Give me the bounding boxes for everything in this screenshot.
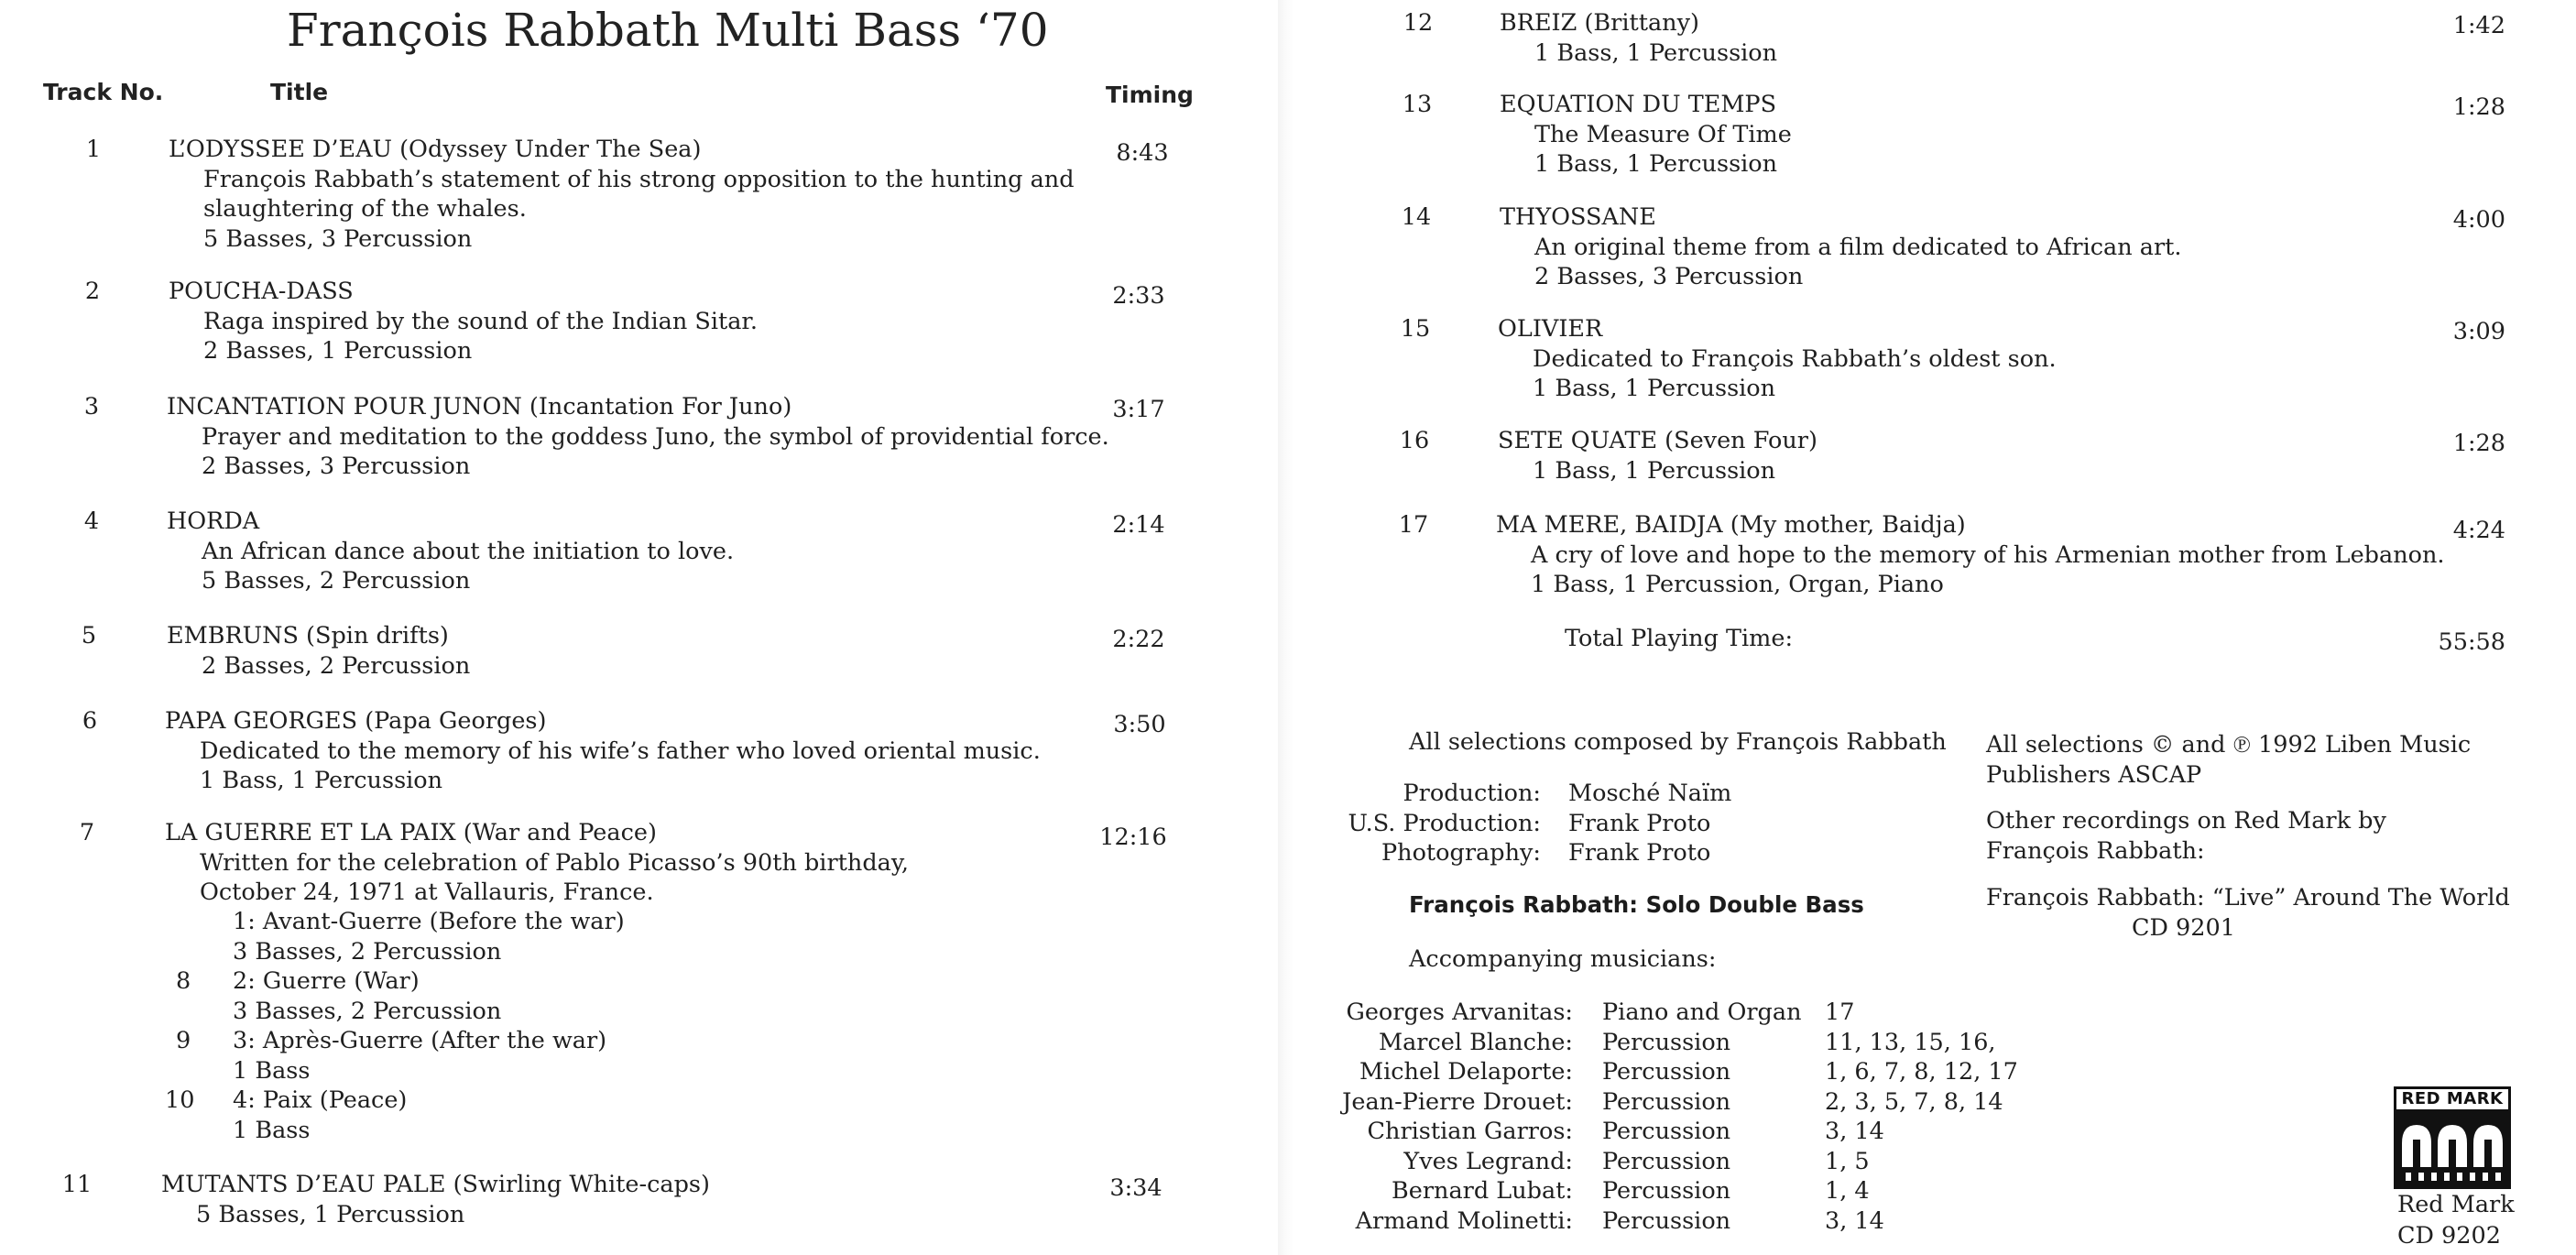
track-title: BREIZ (Brittany)	[1500, 9, 1699, 37]
track-block	[169, 135, 1075, 254]
track-number: 7	[79, 819, 95, 846]
musician-name: Yves Legrand:	[1403, 1147, 1573, 1175]
track-desc-line: An African dance about the initiation to love.	[202, 537, 735, 565]
track-desc-line: 1 Bass, 1 Percussion	[1533, 375, 1776, 402]
part-number: 9	[176, 1027, 191, 1054]
musician-instrument: Percussion	[1602, 1206, 1731, 1235]
production-credits	[1347, 779, 1731, 868]
track-number: 5	[81, 622, 97, 649]
part-number: 10	[165, 1086, 195, 1114]
track-title: INCANTATION POUR JUNON (Incantation For Juno)	[167, 393, 792, 420]
musician-name: Christian Garros:	[1367, 1118, 1573, 1145]
track-title: SETE QUATE (Seven Four)	[1498, 427, 1817, 454]
track-number: 2	[84, 278, 101, 305]
red-mark-logo	[2394, 1086, 2511, 1189]
other-recording-title: François Rabbath: “Live” Around The World	[1986, 884, 2510, 911]
track-time: 3:50	[1113, 711, 1166, 738]
track-number: 17	[1398, 511, 1429, 539]
track-desc-line: 1 Bass, 1 Percussion	[200, 767, 443, 794]
track-desc-line: 5 Basses, 2 Percussion	[202, 567, 471, 595]
musician-tracks: 11, 13, 15, 16,	[1825, 1028, 1996, 1056]
other-recordings	[1986, 806, 2386, 866]
track-desc-line: 2 Basses, 3 Percussion	[202, 453, 471, 480]
part-text: 3: Après-Guerre (After the war)	[233, 1027, 607, 1054]
musician-instrument: Percussion	[1602, 1177, 1731, 1205]
catalog-number: CD 9202	[2397, 1222, 2501, 1250]
part-text: 1: Avant-Guerre (Before the war)	[233, 908, 625, 935]
copyright-line: All selections © and ℗ 1992 Liben Music	[1986, 731, 2472, 758]
total-playing-time-label: Total Playing Time:	[1565, 625, 1794, 652]
part-text: 4: Paix (Peace)	[233, 1086, 408, 1114]
track-number: 16	[1399, 427, 1430, 454]
track-time: 4:24	[2452, 517, 2505, 544]
track-desc-line: 5 Basses, 1 Percussion	[196, 1200, 465, 1228]
copyright-line: Publishers ASCAP	[1986, 760, 2202, 789]
track-desc-line: 2 Basses, 3 Percussion	[1534, 263, 1804, 290]
credit-label: U.S. Production:	[1348, 809, 1541, 837]
track-desc-line: François Rabbath’s statement of his strong opposition to the hunting and	[203, 165, 1075, 193]
track-time: 2:14	[1112, 511, 1165, 539]
track-block	[1498, 314, 2057, 404]
musician-name: Bernard Lubat:	[1392, 1177, 1573, 1205]
track-desc-line: 1 Bass, 1 Percussion	[1533, 456, 1776, 485]
track-number: 13	[1402, 91, 1433, 118]
solo-credit: François Rabbath: Solo Double Bass	[1409, 891, 1864, 918]
musicians-list	[1278, 998, 2018, 1236]
credit-value: Mosché Naïm	[1568, 780, 1732, 807]
header-title: Title	[270, 79, 329, 105]
track-title: MA MERE, BAIDJA (My mother, Baidja)	[1496, 511, 1966, 539]
track-block	[167, 392, 1109, 482]
track-title: EQUATION DU TEMPS	[1500, 91, 1777, 118]
track-time: 3:09	[2452, 318, 2505, 345]
track-number: 4	[83, 507, 100, 535]
track-time: 1:28	[2452, 430, 2505, 457]
track-time: 4:00	[2452, 206, 2505, 234]
track-number: 14	[1401, 203, 1432, 231]
track-desc-line: 2 Basses, 1 Percussion	[203, 337, 473, 365]
right-page	[1278, 0, 2576, 1255]
track-block	[161, 1170, 710, 1229]
track-title: L’ODYSSEE D’EAU (Odyssey Under The Sea)	[169, 136, 702, 163]
track-parts	[137, 907, 625, 1145]
track-number: 1	[85, 136, 102, 163]
copyright-notice	[1986, 730, 2471, 790]
track-desc-line: October 24, 1971 at Vallauris, France.	[200, 878, 654, 906]
track-time: 2:33	[1112, 282, 1165, 310]
musician-tracks: 1, 4	[1825, 1177, 1870, 1205]
track-desc-line: 5 Basses, 3 Percussion	[203, 224, 473, 253]
credit-label: Production:	[1403, 780, 1541, 807]
musician-tracks: 1, 6, 7, 8, 12, 17	[1825, 1058, 2018, 1086]
musician-name: Michel Delaporte:	[1359, 1058, 1573, 1086]
musician-instrument: Percussion	[1602, 1058, 1731, 1086]
part-text: 3 Basses, 2 Percussion	[233, 997, 502, 1025]
musician-instrument: Piano and Organ	[1602, 999, 1802, 1026]
track-block	[167, 621, 470, 681]
accompanying-heading: Accompanying musicians:	[1409, 945, 1717, 973]
total-playing-time: 55:58	[2438, 628, 2505, 656]
track-desc-line: 1 Bass, 1 Percussion	[1534, 150, 1778, 178]
part-number: 8	[176, 967, 191, 995]
track-title: OLIVIER	[1498, 315, 1603, 343]
part-text: 2: Guerre (War)	[233, 967, 420, 995]
track-desc-line: Dedicated to François Rabbath’s oldest son.	[1533, 344, 2057, 373]
track-block	[1496, 510, 2445, 600]
musician-name: Armand Molinetti:	[1355, 1206, 1573, 1235]
musician-tracks: 3, 14	[1825, 1118, 1884, 1145]
credit-value: Frank Proto	[1568, 809, 1711, 837]
track-desc-line: The Measure Of Time	[1534, 120, 1792, 148]
track-block	[165, 706, 1041, 796]
part-text: 3 Basses, 2 Percussion	[233, 937, 502, 966]
track-title: LA GUERRE ET LA PAIX (War and Peace)	[165, 819, 657, 846]
track-number: 6	[82, 707, 98, 735]
track-block	[167, 507, 734, 596]
credit-label: Photography:	[1381, 839, 1541, 867]
track-title: MUTANTS D’EAU PALE (Swirling White-caps)	[161, 1171, 710, 1198]
track-title: HORDA	[167, 507, 260, 535]
track-time: 8:43	[1116, 139, 1169, 167]
track-time: 1:42	[2452, 12, 2505, 39]
other-recordings-line: Other recordings on Red Mark by	[1986, 807, 2386, 835]
part-number	[137, 907, 233, 937]
track-desc-line: 2 Basses, 2 Percussion	[202, 651, 471, 680]
musician-name: Marcel Blanche:	[1378, 1028, 1573, 1056]
track-block	[1500, 202, 2182, 292]
musician-instrument: Percussion	[1602, 1147, 1731, 1175]
album-title: François Rabbath Multi Bass ‘70	[287, 4, 1049, 57]
track-title: PAPA GEORGES (Papa Georges)	[165, 707, 547, 735]
track-desc-line: 1 Bass, 1 Percussion	[1534, 38, 1778, 67]
header-timing: Timing	[1106, 82, 1194, 108]
track-number: 15	[1400, 315, 1431, 343]
composer-credit: All selections composed by François Rabbath	[1409, 728, 1947, 756]
track-block	[169, 277, 758, 366]
musician-instrument: Percussion	[1602, 1118, 1731, 1145]
label-name: Red Mark	[2397, 1191, 2515, 1218]
track-desc-line: 1 Bass, 1 Percussion, Organ, Piano	[1531, 571, 1944, 598]
track-block	[1500, 8, 1777, 68]
track-desc-line: An original theme from a film dedicated to African art.	[1534, 233, 2182, 261]
track-desc-line: Raga inspired by the sound of the Indian Sitar.	[203, 307, 758, 335]
track-desc-line: Written for the celebration of Pablo Picasso’s 90th birthday,	[200, 848, 909, 877]
track-block	[165, 818, 909, 908]
track-block	[1500, 90, 1792, 180]
part-number	[137, 997, 233, 1027]
track-desc-line: Prayer and meditation to the goddess Juno, the symbol of providential force.	[202, 422, 1109, 451]
track-number: 11	[61, 1171, 93, 1198]
musician-tracks: 2, 3, 5, 7, 8, 14	[1825, 1087, 2003, 1116]
track-desc-line: Dedicated to the memory of his wife’s father who loved oriental music.	[200, 737, 1041, 765]
musician-name: Georges Arvanitas:	[1346, 999, 1573, 1026]
header-track-no: Track No.	[43, 79, 164, 105]
track-title: THYOSSANE	[1500, 203, 1656, 231]
track-time: 1:28	[2452, 93, 2505, 121]
track-desc-line: slaughtering of the whales.	[203, 195, 527, 223]
part-number	[137, 937, 233, 967]
track-title: EMBRUNS (Spin drifts)	[167, 622, 449, 649]
other-recording-cd: CD 9201	[2132, 914, 2235, 942]
track-time: 2:22	[1112, 626, 1165, 653]
track-block	[1498, 426, 1817, 486]
musician-tracks: 1, 5	[1825, 1147, 1870, 1175]
musician-tracks: 17	[1825, 999, 1855, 1026]
other-recordings-line: François Rabbath:	[1986, 836, 2205, 865]
track-number: 3	[83, 393, 100, 420]
part-text: 1 Bass	[233, 1056, 311, 1085]
part-number	[137, 1056, 233, 1086]
track-number: 12	[1403, 9, 1434, 37]
track-title: POUCHA-DASS	[169, 278, 354, 305]
part-text: 1 Bass	[233, 1116, 311, 1144]
track-time: 12:16	[1099, 824, 1167, 851]
musician-instrument: Percussion	[1602, 1028, 1731, 1056]
musician-name: Jean-Pierre Drouet:	[1342, 1087, 1573, 1116]
credit-value: Frank Proto	[1568, 839, 1711, 867]
part-number	[137, 1116, 233, 1146]
musician-instrument: Percussion	[1602, 1087, 1731, 1116]
track-desc-line: A cry of love and hope to the memory of his Armenian mother from Lebanon.	[1531, 540, 2445, 569]
track-time: 3:34	[1109, 1174, 1162, 1202]
musician-tracks: 3, 14	[1825, 1206, 1884, 1235]
logo-arches-icon	[2396, 1112, 2508, 1186]
logo-wordmark: RED MARK	[2396, 1089, 2508, 1112]
left-page	[0, 0, 1278, 1255]
track-time: 3:17	[1112, 396, 1165, 423]
